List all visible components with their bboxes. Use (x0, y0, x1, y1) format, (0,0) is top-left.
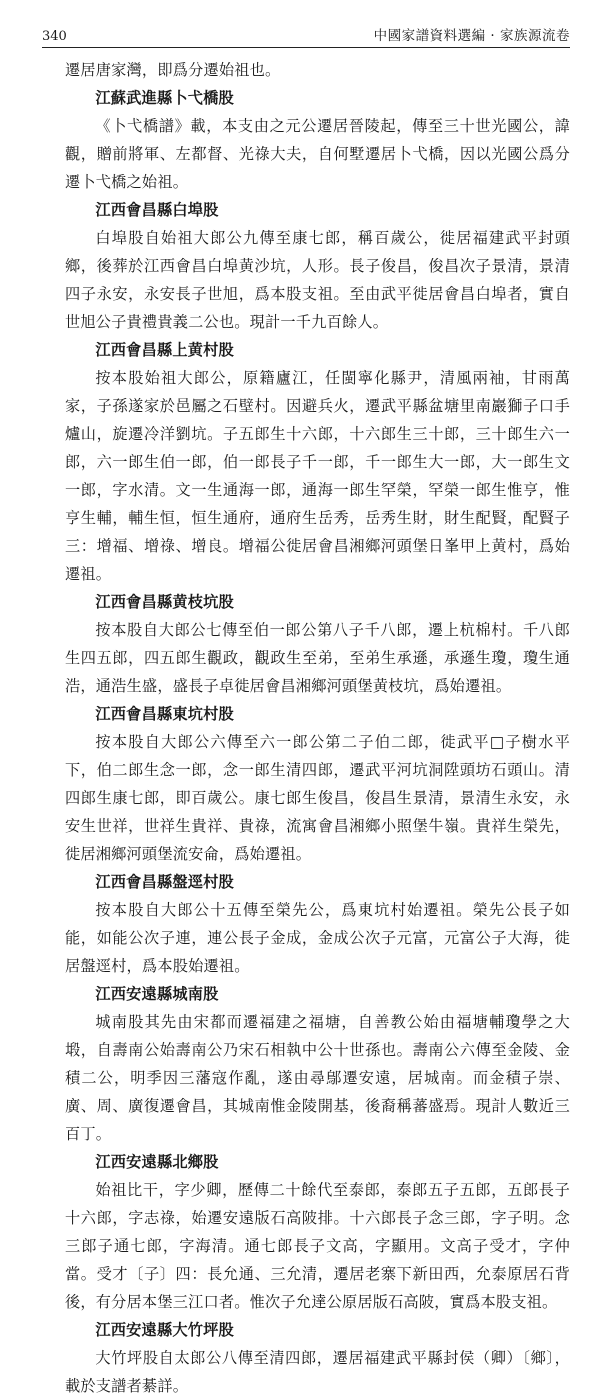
section-heading: 江蘇武進縣卜弋橋股 (95, 89, 234, 107)
section-heading: 江西會昌縣白埠股 (95, 201, 219, 219)
page-header (42, 22, 570, 44)
section-heading: 江西安遠縣北鄉股 (95, 1153, 219, 1171)
section-heading: 江西安遠縣大竹坪股 (95, 1321, 234, 1339)
paragraph: 按本股始祖大郎公，原籍廬江，任閩寧化縣尹，清風兩袖，甘雨萬家，子孫遂家於邑屬之石壁村。因避兵火，遷武平縣盆塘里南巖獅子口手爐山，旋遷冷洋劉坑。子五郎生十六郎，十六郎生三十郎，三十郎生六一郎，六一郎生伯一郎，伯一郎長子千一郎，千一郎生大一郎，大一郎生文一郎，字水清。文一生通海一郎，通海一郎生罕榮，罕榮一郎生惟亨，惟亨生輔，輔生恒，恒生通府，通府生岳秀，岳秀生財，財生配賢，配賢子三：增福、增祿、增良。增福公徙居會昌湘鄉河頭堡日峯甲上黄村，爲始遷祖。 (65, 369, 570, 583)
paragraph: 《卜弋橋譜》載，本支由之元公遷居晉陵起，傳至三十世光國公，諱觀，贈前將軍、左都督、光祿大夫，自何墅遷居卜弋橋，因以光國公爲分遷卜弋橋之始祖。 (65, 117, 570, 191)
section-heading: 江西會昌縣盤逕村股 (95, 873, 234, 891)
section-heading: 江西安遠縣城南股 (95, 985, 219, 1003)
section-heading: 江西會昌縣上黄村股 (95, 341, 234, 359)
section-heading: 江西會昌縣黄枝坑股 (95, 593, 234, 611)
continued-paragraph: 遷居唐家灣，即爲分遷始祖也。 (65, 61, 281, 79)
running-title: 中國家譜資料選編 · 家族源流卷 (373, 28, 570, 44)
paragraph: 白埠股自始祖大郎公九傳至康七郎，稱百歲公，徙居福建武平封頭鄉，後葬於江西會昌白埠黄沙坑，人形。長子俊昌，俊昌次子景清，景清四子永安，永安長子世旭，爲本股支祖。至由武平徙居會昌白埠者，實自世旭公子貴禮貴義二公也。現計一千九百餘人。 (65, 229, 570, 331)
paragraph: 城南股其先由宋都而遷福建之福塘，自善教公始由福塘輔瓊學之大塅，自壽南公始壽南公乃宋石相執中公十世孫也。壽南公六傳至金陵、金積二公，明季因三藩寇作亂，遂由尋鄔遷安遠，居城南。而金積子崇、廣、周、廣復遷會昌，其城南惟金陵開基，後裔稱蕃盛焉。現計人數近三百丁。 (65, 1013, 570, 1143)
paragraph: 始祖比干，字少卿，歷傳二十餘代至泰郎，泰郎五子五郎，五郎長子十六郎，字志祿，始遷安遠版石高陂排。十六郎長子念三郎，字子明。念三郎子通七郎，字海清。通七郎長子文高，字顯用。文高子受才，字仲當。受才〔子〕四：長允通、三允清，遷居老寨下新田西，允泰原居石背後，有分居本堡三江口者。惟次子允達公原居版石高陂，實爲本股支祖。 (65, 1181, 570, 1311)
paragraph: 按本股自大郎公六傳至六一郎公第二子伯二郎，徙武平□子樹水平下，伯二郎生念一郎，念一郎生清四郎，遷武平河坑洞陞頭坊石頭山。清四郎生康七郎，即百歲公。康七郎生俊昌，俊昌生景清，景清生永安，永安生世祥，世祥生貴祥、貴祿，流寓會昌湘鄉小照堡牛嶺。貴祥生榮先，徙居湘鄉河頭堡流安侖，爲始遷祖。 (65, 733, 570, 863)
paragraph: 按本股自大郎公十五傳至榮先公，爲東坑村始遷祖。榮先公長子如能，如能公次子連，連公長子金成，金成公次子元富，元富公子大海，徙居盤逕村，爲本股始遷祖。 (65, 901, 570, 975)
paragraph: 大竹坪股自太郎公八傳至清四郎，遷居福建武平縣封侯（卿）〔鄉〕，載於支譜者綦詳。 (65, 1349, 570, 1395)
document-body (65, 56, 570, 1400)
page-number: 340 (42, 29, 67, 44)
section-heading: 江西會昌縣東坑村股 (95, 705, 234, 723)
paragraph: 按本股自大郎公七傳至伯一郎公第八子千八郎，遷上杭棉村。千八郎生四五郎，四五郎生觀政，觀政生至弟，至弟生承遜，承遜生瓊，瓊生通浩，通浩生盛，盛長子卓徙居會昌湘鄉河頭堡黄枝坑，爲始遷祖。 (65, 621, 570, 695)
header-rule (42, 47, 570, 48)
